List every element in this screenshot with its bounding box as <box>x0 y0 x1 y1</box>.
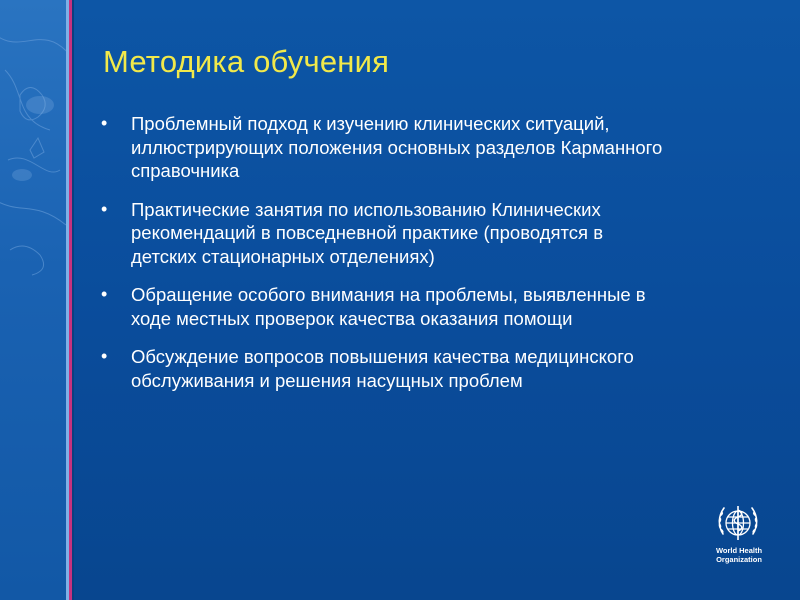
bullet-item <box>100 198 670 269</box>
bullet-item <box>100 283 670 330</box>
who-emblem-icon <box>715 500 761 546</box>
slide-title: Методика обучения <box>103 44 390 79</box>
bullet-item <box>100 112 670 183</box>
bullet-dot-icon: • <box>101 284 108 304</box>
who-logo-line1: World Health <box>715 546 763 555</box>
bullet-dot-icon: • <box>101 346 108 366</box>
bullet-text: Обсуждение вопросов повышения качества медицинского обслуживания и решения насущных проблем <box>131 346 634 391</box>
who-logo <box>709 500 769 572</box>
bullet-text: Проблемный подход к изучению клинических ситуаций, иллюстрирующих положения основных разделов Карманного справочника <box>131 113 663 181</box>
bullet-text: Практические занятия по использованию Клинических рекомендаций в повседневной практике (проводятся в детских стационарных отделениях) <box>131 198 604 267</box>
accent-stripe-dark <box>72 0 74 600</box>
bullet-dot-icon: • <box>101 198 108 219</box>
who-logo-line2: Organization <box>716 555 762 564</box>
decorative-side-panel <box>0 0 66 600</box>
bullet-text: Обращение особого внимания на проблемы, выявленные в ходе местных проверок качества оказания помощи <box>131 284 646 329</box>
bullet-dot-icon: • <box>101 113 108 133</box>
bullet-list <box>100 112 670 407</box>
bullet-item <box>100 345 670 392</box>
decorative-pattern-icon <box>0 0 66 600</box>
who-logo-text <box>703 546 775 564</box>
